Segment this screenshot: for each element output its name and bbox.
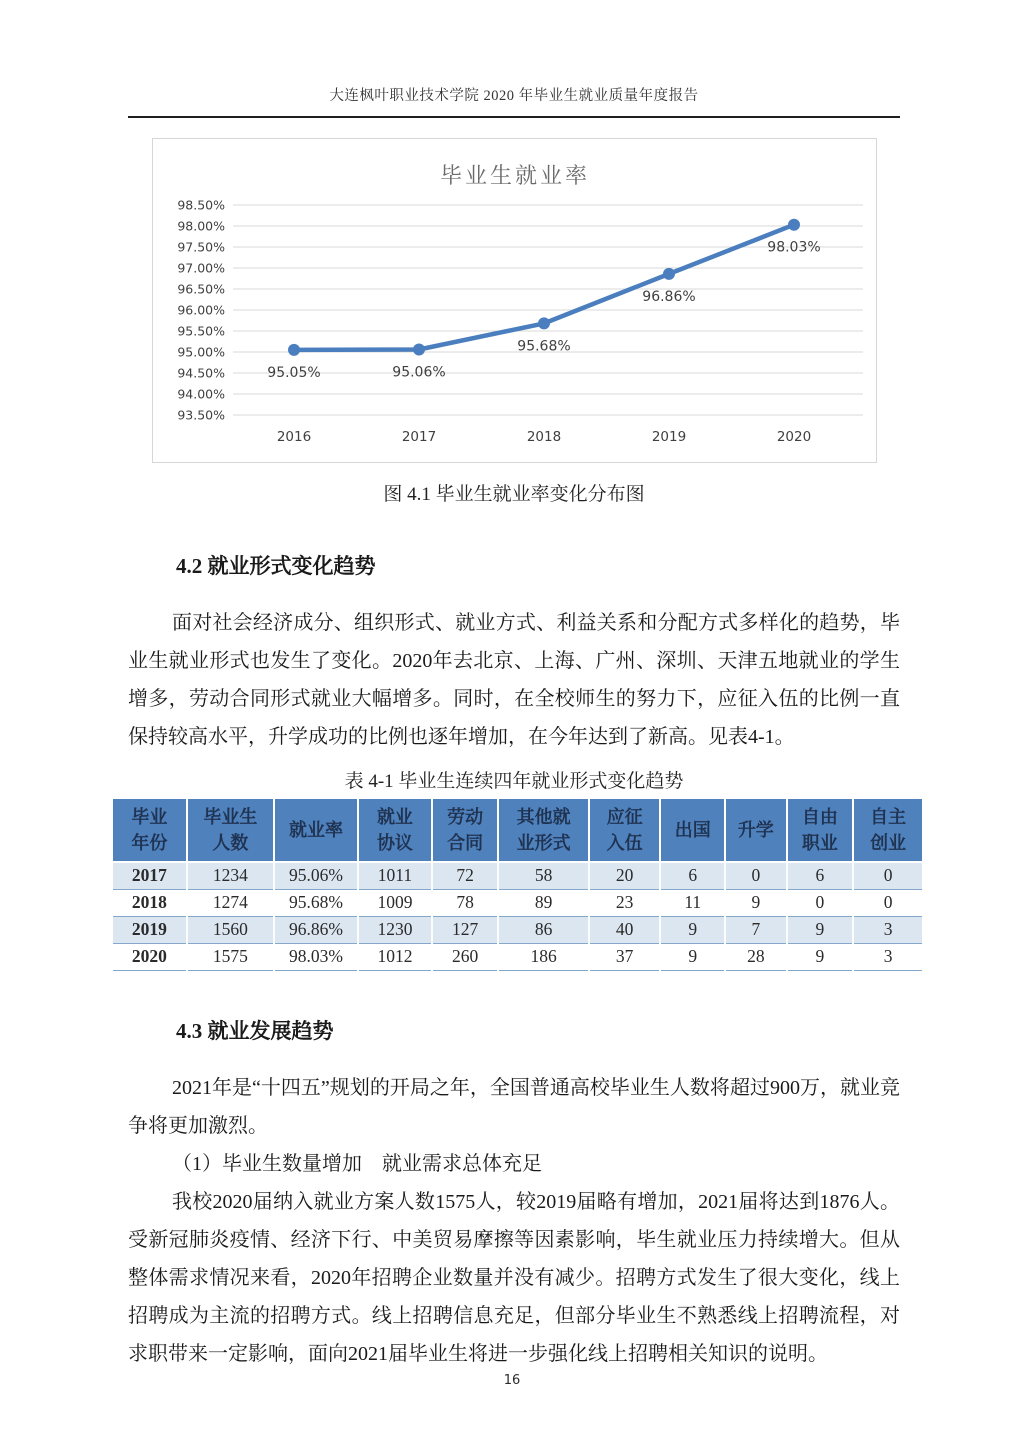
- table-cell: 20: [589, 862, 661, 890]
- y-axis-tick-label: 94.00%: [177, 386, 225, 402]
- table-cell: 95.06%: [274, 862, 358, 890]
- table-head: [113, 799, 922, 862]
- y-axis-tick-label: 96.50%: [177, 281, 225, 297]
- table-cell: 127: [432, 917, 499, 944]
- table-cell: 11: [660, 890, 725, 917]
- employment-rate-chart-panel: [152, 138, 877, 463]
- y-axis-tick-label: 94.50%: [177, 365, 225, 381]
- table-cell: 9: [660, 944, 725, 971]
- table-cell: 0: [853, 890, 922, 917]
- table-cell: 3: [853, 917, 922, 944]
- table-cell: 1230: [358, 917, 432, 944]
- table-cell: 0: [853, 862, 922, 890]
- data-point-marker: [663, 268, 675, 280]
- table-header-cell: 毕业 年份: [113, 799, 187, 862]
- chart-title: 毕业生就业率: [439, 163, 591, 188]
- table-header-cell: 就业率: [274, 799, 358, 862]
- table-cell: 1234: [187, 862, 274, 890]
- table-row: [113, 944, 922, 971]
- paragraph-point-1-body: 我校2020届纳入就业方案人数1575人，较2019届略有增加，2021届将达到1876人。受新冠肺炎疫情、经济下行、中美贸易摩擦等因素影响，毕生就业压力持续增大。但从整体需求情况来看，2020年招聘企业数量并没有减少。招聘方式发生了很大变化，线上招聘成为主流的招聘方式。线上招聘信息充足，但部分毕业生不熟悉线上招聘流程，对求职带来一定影响，面向2021届毕业生将进一步强化线上招聘相关知识的说明。: [128, 1191, 900, 1366]
- x-axis-tick-label: 2018: [526, 429, 562, 445]
- table-cell: 7: [725, 917, 787, 944]
- data-point-marker: [288, 344, 300, 356]
- table-header-cell: 升学: [725, 799, 787, 862]
- table-header-cell: 劳动 合同: [432, 799, 499, 862]
- table-header-cell: 应征 入伍: [589, 799, 661, 862]
- table-cell: 78: [432, 890, 499, 917]
- table-cell: 72: [432, 862, 499, 890]
- table-cell: 98.03%: [274, 944, 358, 971]
- section-heading-4-2: 4.2 就业形式变化趋势: [176, 554, 376, 578]
- x-axis-tick-label: 2019: [651, 429, 687, 445]
- data-point-marker: [788, 219, 800, 231]
- paragraph-trend-intro: 2021年是“十四五”规划的开局之年，全国普通高校毕业生人数将超过900万，就业竞争将更加激烈。: [128, 1077, 900, 1138]
- table-cell: 1011: [358, 862, 432, 890]
- table-cell: 28: [725, 944, 787, 971]
- table-cell: 2020: [113, 944, 187, 971]
- table-cell: 9: [660, 917, 725, 944]
- table-header-cell: 自由 职业: [787, 799, 854, 862]
- table-cell: 96.86%: [274, 917, 358, 944]
- table-cell: 86: [498, 917, 588, 944]
- table-cell: 58: [498, 862, 588, 890]
- table-cell: 1575: [187, 944, 274, 971]
- employment-forms-table: [113, 799, 922, 971]
- table-cell: 40: [589, 917, 661, 944]
- table-row: [113, 862, 922, 890]
- table-header-cell: 其他就 业形式: [498, 799, 588, 862]
- y-axis-tick-label: 98.50%: [177, 197, 225, 213]
- x-axis-tick-label: 2016: [276, 429, 312, 445]
- table-row: [113, 917, 922, 944]
- figure-caption: 图 4.1 毕业生就业率变化分布图: [383, 484, 645, 505]
- table-cell: 186: [498, 944, 588, 971]
- data-point-marker: [413, 344, 425, 356]
- y-axis-tick-label: 98.00%: [177, 218, 225, 234]
- data-point-label: 98.03%: [767, 239, 821, 256]
- table-cell: 1274: [187, 890, 274, 917]
- table-cell: 23: [589, 890, 661, 917]
- table-cell: 260: [432, 944, 499, 971]
- table-cell: 2019: [113, 917, 187, 944]
- table-cell: 95.68%: [274, 890, 358, 917]
- employment-rate-line-chart: [153, 139, 876, 460]
- table-header-cell: 出国: [660, 799, 725, 862]
- table-cell: 6: [660, 862, 725, 890]
- y-axis-tick-label: 93.50%: [177, 407, 225, 423]
- y-axis-tick-label: 97.00%: [177, 260, 225, 276]
- table-cell: 37: [589, 944, 661, 971]
- table-header-cell: 就业 协议: [358, 799, 432, 862]
- table-cell: 9: [787, 944, 854, 971]
- table-cell: 1009: [358, 890, 432, 917]
- table-cell: 1012: [358, 944, 432, 971]
- table-cell: 0: [787, 890, 854, 917]
- paragraph-point-1-title: （1）毕业生数量增加 就业需求总体充足: [172, 1153, 542, 1176]
- table-row: [113, 890, 922, 917]
- table-cell: 1560: [187, 917, 274, 944]
- y-axis-tick-label: 96.00%: [177, 302, 225, 318]
- table-cell: 9: [725, 890, 787, 917]
- table-cell: 3: [853, 944, 922, 971]
- table-cell: 2017: [113, 862, 187, 890]
- data-point-label: 95.68%: [517, 338, 571, 355]
- table-body: [113, 862, 922, 971]
- document-header-title: 大连枫叶职业技术学院 2020 年毕业生就业质量年度报告: [329, 88, 699, 104]
- y-axis-tick-label: 95.50%: [177, 323, 225, 339]
- y-axis-tick-label: 97.50%: [177, 239, 225, 255]
- table-cell: 9: [787, 917, 854, 944]
- table-header-cell: 毕业生 人数: [187, 799, 274, 862]
- table-cell: 89: [498, 890, 588, 917]
- x-axis-tick-label: 2020: [776, 429, 812, 445]
- section-heading-4-3: 4.3 就业发展趋势: [176, 1019, 334, 1044]
- table-cell: 0: [725, 862, 787, 890]
- y-axis-tick-label: 95.00%: [177, 344, 225, 360]
- data-point-label: 95.05%: [267, 364, 321, 381]
- data-point-marker: [538, 317, 550, 329]
- page-number: 16: [503, 1373, 521, 1388]
- table-header-row: [113, 799, 922, 862]
- header-divider: [128, 116, 900, 118]
- data-point-label: 95.06%: [392, 364, 446, 381]
- table-caption: 表 4-1 毕业生连续四年就业形式变化趋势: [344, 771, 684, 792]
- data-point-label: 96.86%: [642, 288, 696, 305]
- x-axis-tick-label: 2017: [401, 429, 437, 445]
- table-cell: 6: [787, 862, 854, 890]
- paragraph-employment-forms: 面对社会经济成分、组织形式、就业方式、利益关系和分配方式多样化的趋势，毕业生就业形式也发生了变化。2020年去北京、上海、广州、深圳、天津五地就业的学生增多，劳动合同形式就业大幅增多。同时，在全校师生的努力下，应征入伍的比例一直保持较高水平，升学成功的比例也逐年增加，在今年达到了新高。见表4-1。: [128, 612, 900, 748]
- table-cell: 2018: [113, 890, 187, 917]
- table-header-cell: 自主 创业: [853, 799, 922, 862]
